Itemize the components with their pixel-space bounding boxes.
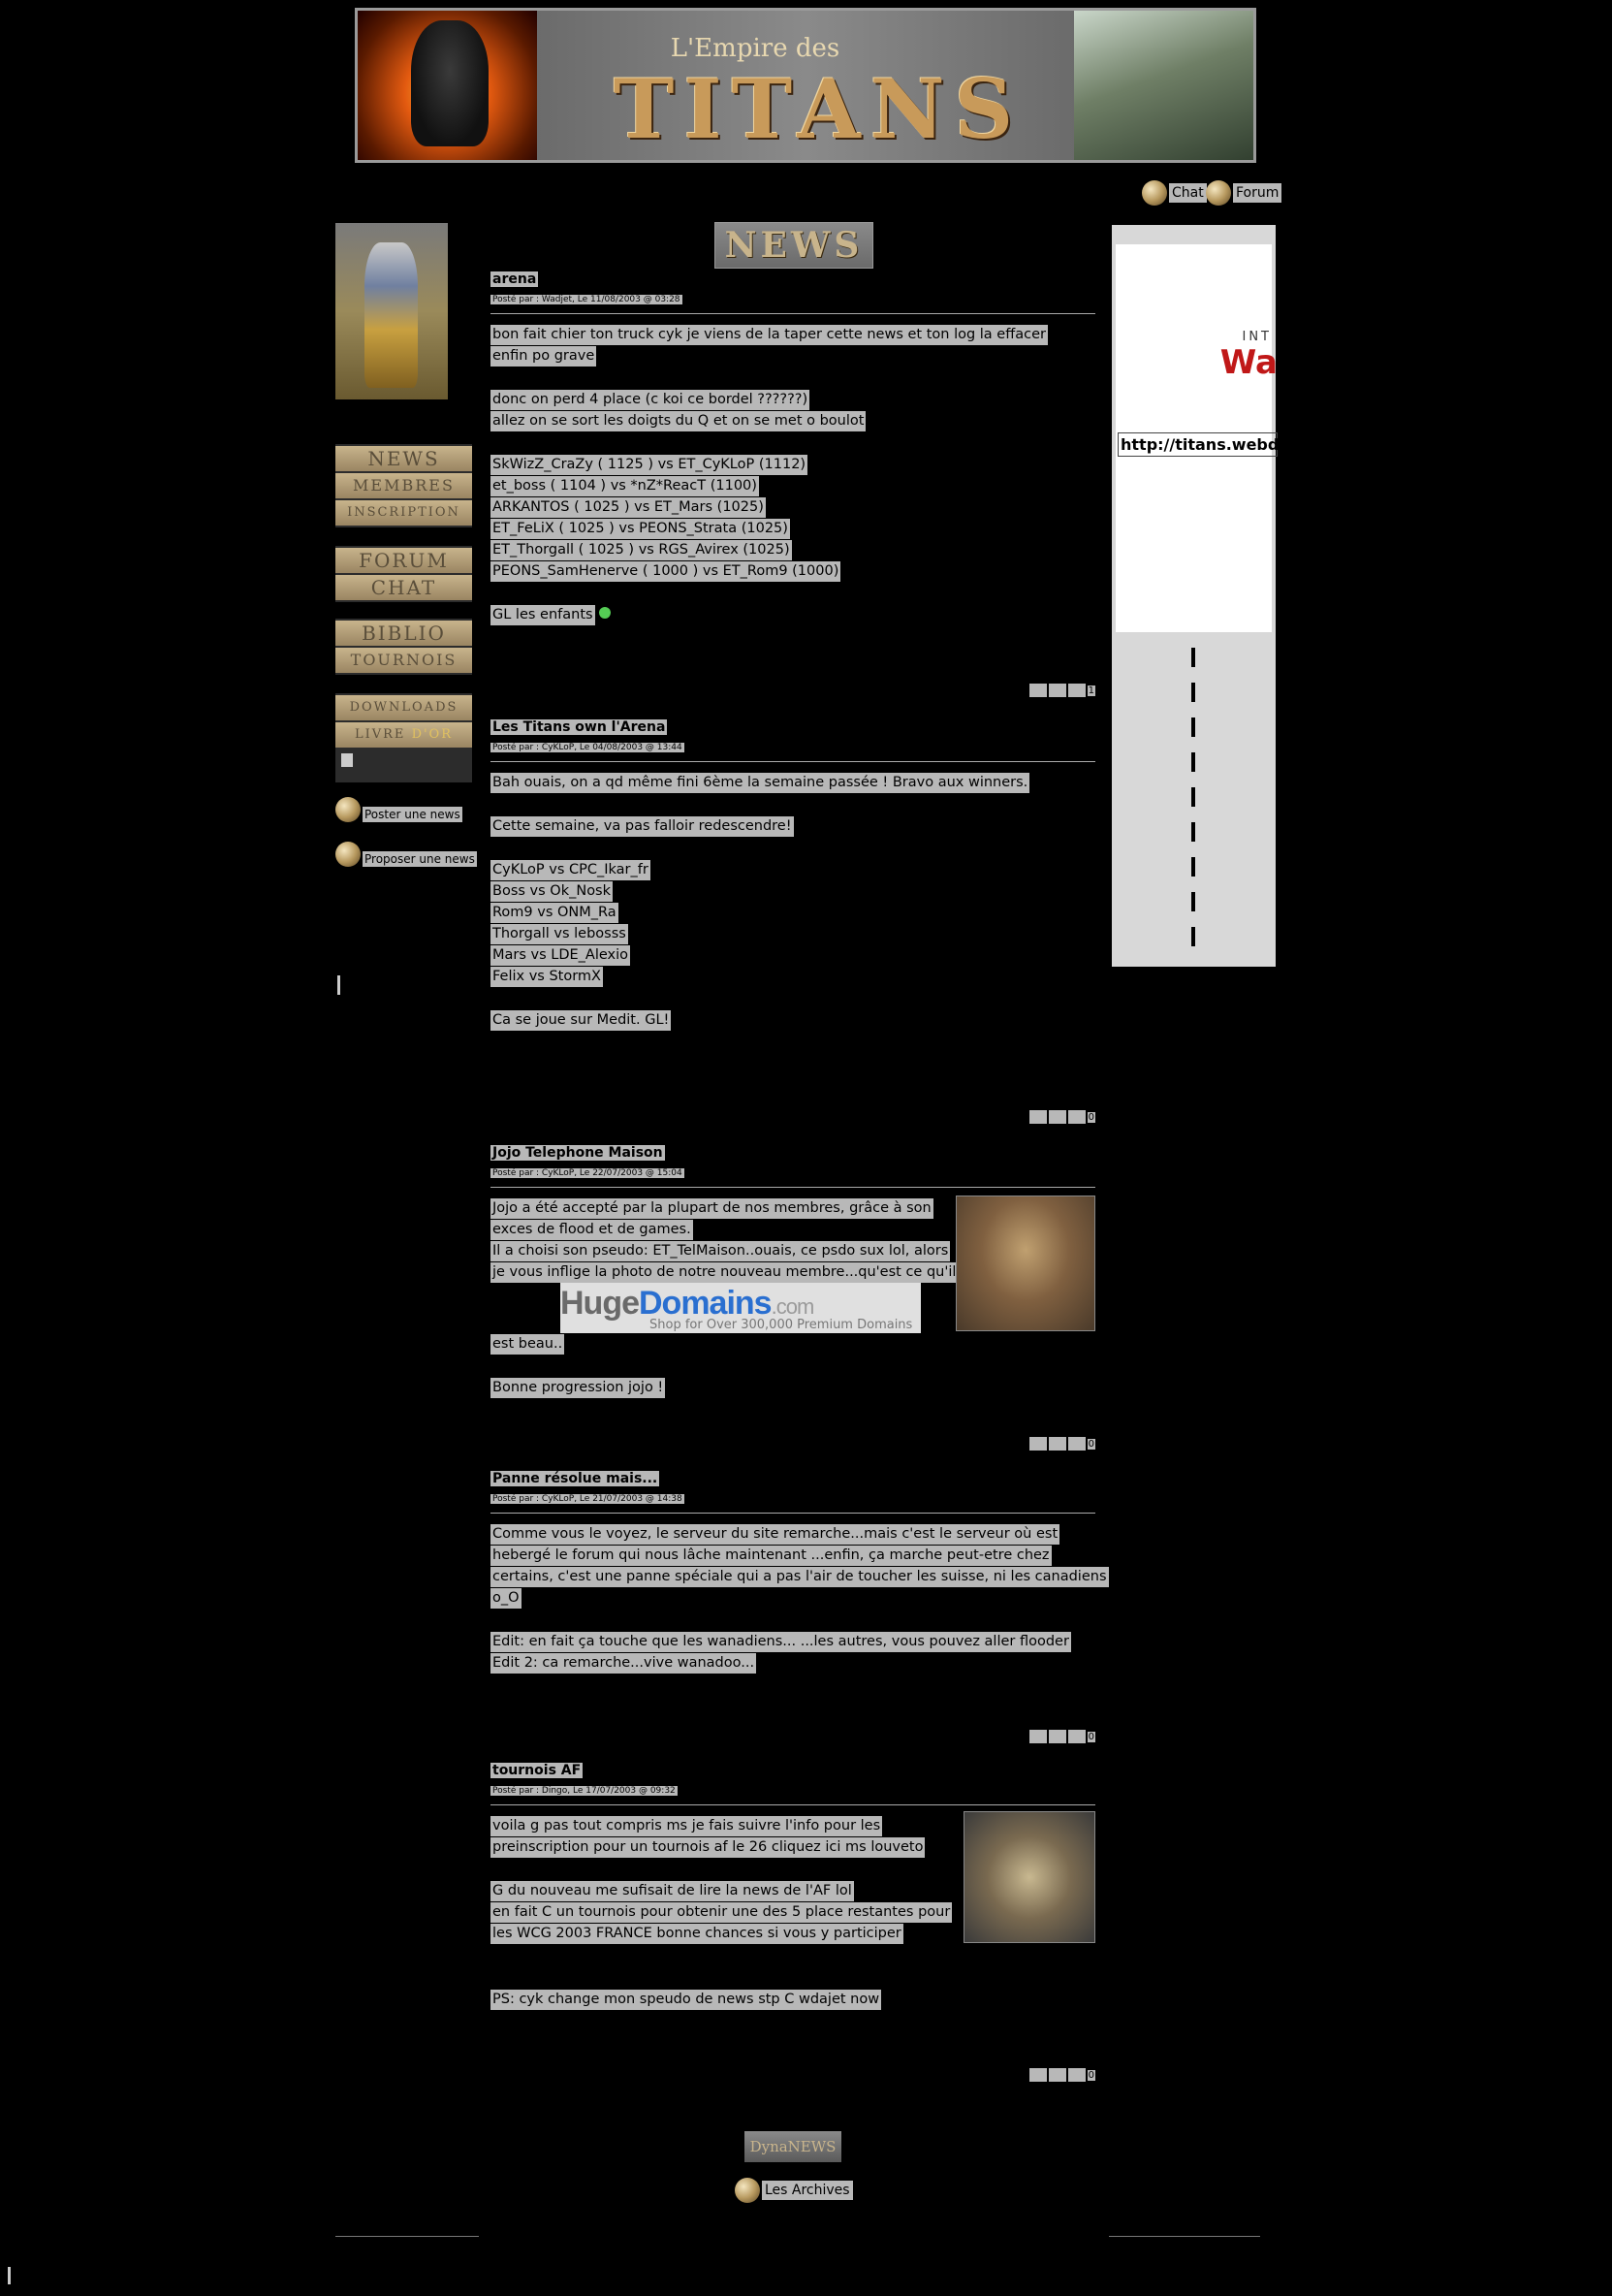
news-line: G du nouveau me sufisait de lire la news de l'AF lol	[490, 1881, 854, 1901]
news-line: preinscription pour un tournois af le 26 cliquez ici ms louveto	[490, 1837, 925, 1858]
news-title: Les Titans own l'Arena	[492, 719, 666, 735]
menu-forum[interactable]: FORUM	[335, 548, 472, 573]
news-line: Jojo a été accepté par la plupart de nos membres, grâce à son	[490, 1198, 933, 1219]
news-divider	[490, 313, 1095, 314]
menu-group-3	[335, 619, 472, 675]
menu-biblio[interactable]: BIBLIO	[335, 621, 472, 646]
menu-tournois[interactable]: TOURNOIS	[335, 648, 472, 673]
news-item	[490, 717, 1095, 1123]
news-line: Boss vs Ok_Nosk	[490, 881, 613, 902]
news-line: o_O	[490, 1588, 522, 1609]
comment-icon[interactable]	[1068, 2068, 1086, 2082]
comment-icon[interactable]	[1068, 684, 1086, 697]
url-field[interactable]: http://titans.webdynamit.net	[1118, 432, 1278, 457]
news-actions	[1029, 1437, 1095, 1451]
news-meta: Posté par : Wadjet, Le 11/08/2003 @ 03:28	[492, 295, 680, 304]
news-line: Felix vs StormX	[490, 967, 603, 987]
smiley-icon	[599, 607, 611, 619]
comment-count[interactable]: 1	[1088, 685, 1094, 696]
menu-chat[interactable]: CHAT	[335, 575, 472, 600]
print-icon[interactable]	[1029, 1730, 1047, 1743]
top-link-forum-label[interactable]: Forum	[1233, 183, 1281, 203]
news-line: Edit: en fait ça touche que les wanadiens... ...les autres, vous pouvez aller flooder	[490, 1632, 1071, 1652]
menu-news[interactable]: NEWS	[335, 446, 472, 471]
orb-icon	[335, 797, 361, 822]
news-line: Ca se joue sur Medit. GL!	[490, 1010, 671, 1031]
news-line: CyKLoP vs CPC_Ikar_fr	[490, 860, 650, 880]
news-line: ARKANTOS ( 1025 ) vs ET_Mars (1025)	[490, 497, 766, 518]
news-line: exces de flood et de games.	[490, 1220, 693, 1240]
propose-news-label[interactable]: Proposer une news	[364, 852, 475, 866]
comment-icon[interactable]	[1068, 1437, 1086, 1451]
site-banner	[355, 8, 1256, 163]
print-icon[interactable]	[1029, 2068, 1047, 2082]
orb-icon	[735, 2178, 760, 2203]
right-panel	[1112, 225, 1375, 967]
news-line: certains, c'est une panne spéciale qui a pas l'air de toucher les suisse, ni les canadiens	[490, 1567, 1109, 1587]
ad-brand-huge: Huge	[560, 1285, 639, 1322]
news-line: Rom9 vs ONM_Ra	[490, 903, 618, 923]
menu-group-4	[335, 693, 472, 782]
news-line: Edit 2: ca remarche...vive wanadoo...	[490, 1653, 756, 1674]
news-line: GL les enfants	[490, 605, 595, 625]
news-line: ET_Thorgall ( 1025 ) vs RGS_Avirex (1025)	[490, 540, 792, 560]
warrior-figure	[364, 242, 418, 388]
dor-label: D'OR	[411, 727, 454, 742]
propose-news-link[interactable]	[335, 842, 477, 867]
post-news-link[interactable]	[335, 797, 462, 822]
comment-icon[interactable]	[1068, 1110, 1086, 1124]
news-line: hebergé le forum qui nous lâche maintenant ...enfin, ça marche peut-etre chez	[490, 1546, 1052, 1566]
news-line: en fait C un tournois pour obtenir une des 5 place restantes pour	[490, 1902, 952, 1923]
print-icon[interactable]	[1029, 1110, 1047, 1124]
email-icon[interactable]	[1049, 684, 1066, 697]
menu-downloads[interactable]: DOWNLOADS	[335, 695, 472, 720]
news-line: allez on se sort les doigts du Q et on se met o boulot	[490, 411, 866, 431]
news-section-header: NEWS	[714, 222, 873, 269]
email-icon[interactable]	[1049, 1730, 1066, 1743]
archives-link[interactable]	[735, 2178, 853, 2203]
news-line: voila g pas tout compris ms je fais suivre l'info pour les	[490, 1816, 882, 1836]
news-title: arena	[492, 271, 537, 287]
email-icon[interactable]	[1049, 2068, 1066, 2082]
post-news-label[interactable]: Poster une news	[364, 808, 460, 821]
news-meta: Posté par : CyKLoP, Le 04/08/2003 @ 13:44	[492, 743, 682, 752]
warrior-avatar	[335, 223, 448, 399]
comment-icon[interactable]	[1068, 1730, 1086, 1743]
news-divider	[490, 1513, 1095, 1514]
orb-icon	[1142, 180, 1167, 206]
news-line: et_boss ( 1104 ) vs *nZ*ReacT (1100)	[490, 476, 759, 496]
news-line: Il a choisi son pseudo: ET_TelMaison..ouais, ce psdo sux lol, alors	[490, 1241, 950, 1261]
news-line: Thorgall vs lebosss	[490, 924, 628, 944]
menu-livre-dor[interactable]	[335, 722, 472, 748]
news-divider	[490, 761, 1095, 762]
news-line: les WCG 2003 FRANCE bonne chances si vous y participer	[490, 1924, 903, 1944]
news-title: tournois AF	[492, 1763, 582, 1778]
news-line: Cette semaine, va pas falloir redescendre!	[490, 816, 794, 837]
top-link-chat[interactable]	[1142, 180, 1207, 206]
news-item	[490, 1760, 1095, 2081]
top-link-chat-label[interactable]: Chat	[1169, 183, 1207, 203]
comment-count[interactable]: 0	[1088, 1111, 1094, 1123]
titan-figure	[411, 20, 489, 146]
news-meta: Posté par : CyKLoP, Le 21/07/2003 @ 14:38	[492, 1494, 682, 1504]
ad-brand-domains: Domains	[639, 1285, 772, 1322]
livre-label: LIVRE	[354, 727, 412, 742]
logo-text-int: INT	[1242, 330, 1272, 344]
news-item	[490, 269, 1095, 696]
email-icon[interactable]	[1049, 1110, 1066, 1124]
dragon-image	[964, 1811, 1095, 1943]
bottom-marker	[8, 2267, 11, 2284]
news-actions	[1029, 2068, 1095, 2082]
orb-icon	[1206, 180, 1231, 206]
logo-text-wa: Wa	[1219, 343, 1278, 382]
news-meta: Posté par : CyKLoP, Le 22/07/2003 @ 15:04	[492, 1168, 682, 1178]
news-item	[490, 1142, 1095, 1450]
panel-bars	[1191, 648, 1196, 962]
news-title: Jojo Telephone Maison	[492, 1145, 663, 1161]
document-icon[interactable]	[341, 753, 353, 767]
news-line: Mars vs LDE_Alexio	[490, 945, 630, 966]
news-line: je vous inflige la photo de notre nouveau membre...qu'est ce qu'il	[490, 1262, 958, 1283]
email-icon[interactable]	[1049, 1437, 1066, 1451]
ruins-artwork	[1074, 11, 1253, 160]
footer-rule-left	[335, 2236, 479, 2237]
dynanews-badge[interactable]: DynaNEWS	[744, 2131, 841, 2162]
banner-title: TITANS	[613, 61, 1024, 157]
news-actions	[1029, 684, 1095, 697]
top-link-forum[interactable]	[1206, 180, 1281, 206]
orb-icon	[335, 842, 361, 867]
news-line: est beau..	[490, 1334, 564, 1355]
news-line: PEONS_SamHenerve ( 1000 ) vs ET_Rom9 (1000)	[490, 561, 840, 582]
news-item	[490, 1468, 1107, 1742]
ad-tagline: Shop for Over 300,000 Premium Domains	[649, 1318, 913, 1332]
news-title: Panne résolue mais...	[492, 1471, 658, 1486]
news-line: donc on perd 4 place (c koi ce bordel ??????)	[490, 390, 809, 410]
archives-label[interactable]: Les Archives	[762, 2181, 853, 2200]
menu-inscription[interactable]: INSCRIPTION	[335, 500, 472, 526]
et-photo	[956, 1196, 1095, 1331]
news-meta: Posté par : Dingo, Le 17/07/2003 @ 09:32	[492, 1786, 676, 1796]
ad-brand-tld: .com	[771, 1294, 814, 1319]
menu-group-1	[335, 444, 472, 527]
footer-rule-right	[1109, 2236, 1260, 2237]
news-actions	[1029, 1110, 1095, 1124]
news-divider	[490, 1187, 1095, 1188]
hugedomains-ad[interactable]	[560, 1283, 921, 1333]
news-line: Comme vous le voyez, le serveur du site remarche...mais c'est le serveur où est	[490, 1524, 1059, 1545]
left-marker	[337, 975, 340, 995]
comment-count[interactable]: 0	[1088, 2069, 1094, 2081]
print-icon[interactable]	[1029, 1437, 1047, 1451]
news-line: PS: cyk change mon speudo de news stp C wdajet now	[490, 1990, 881, 2010]
news-line: bon fait chier ton truck cyk je viens de la taper cette news et ton log la effacer	[490, 325, 1048, 345]
comment-count[interactable]: 0	[1088, 1438, 1094, 1450]
comment-count[interactable]: 0	[1088, 1731, 1094, 1742]
menu-group-2	[335, 546, 472, 602]
news-line: Bah ouais, on a qd même fini 6ème la semaine passée ! Bravo aux winners.	[490, 773, 1029, 793]
news-line: ET_FeLiX ( 1025 ) vs PEONS_Strata (1025)	[490, 519, 790, 539]
news-line: SkWizZ_CraZy ( 1125 ) vs ET_CyKLoP (1112)	[490, 455, 807, 475]
menu-membres[interactable]: MEMBRES	[335, 473, 472, 498]
print-icon[interactable]	[1029, 684, 1047, 697]
news-actions	[1029, 1730, 1095, 1743]
news-line: Bonne progression jojo !	[490, 1378, 665, 1398]
banner-subtitle: L'Empire des	[670, 34, 840, 63]
news-line: enfin po grave	[490, 346, 596, 367]
news-divider	[490, 1804, 1095, 1805]
